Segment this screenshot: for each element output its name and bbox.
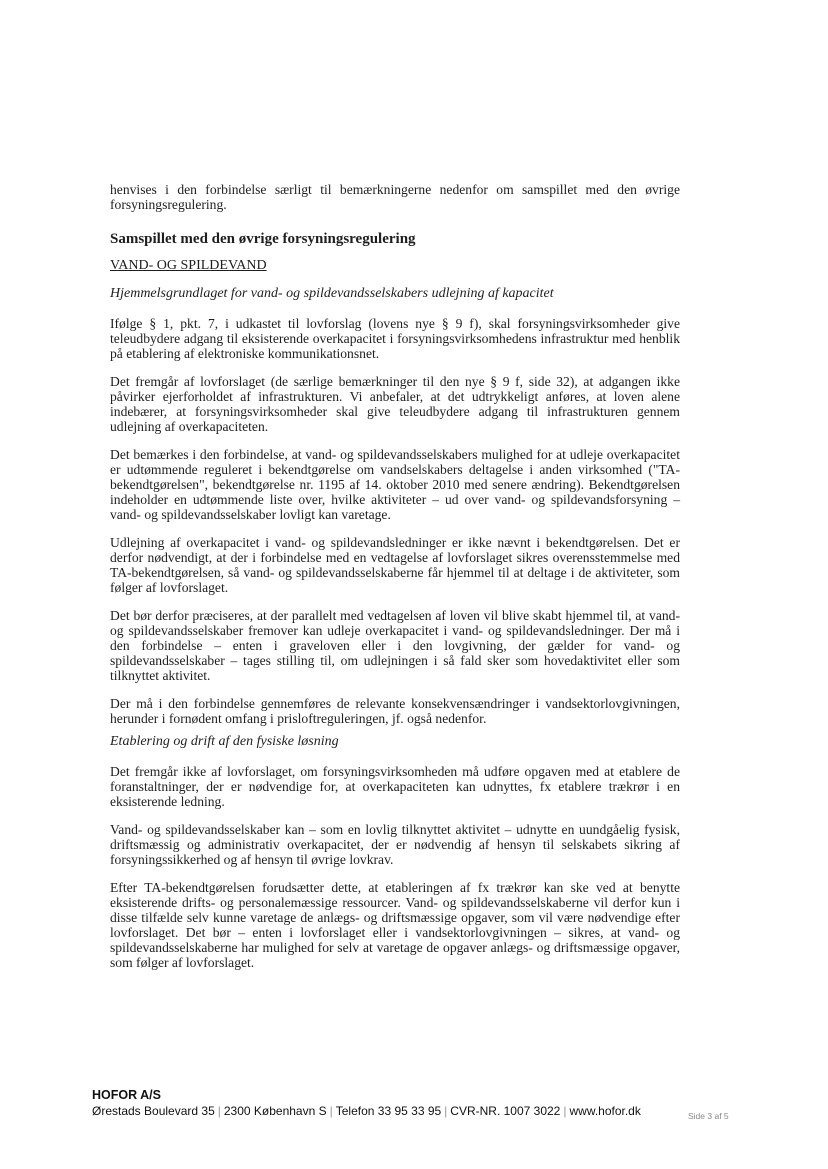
address: Ørestads Boulevard 35 (92, 1104, 215, 1118)
paragraph-3: Det bemærkes i den forbindelse, at vand- og spildevandsselskabers mulighed for at udleje overkapacitet er udtømmende reguleret i bekendtgørelse om vandselskabers deltagelse i anden virksomhed ("TA-bekendtgørelsen", bekendtgørelse nr. 1195 af 14. oktober 2010 med senere ændring). Bekendtgørelsen indeholder en udtømmende liste over, hvilke aktiviteter – ud over vand- og spildevandsforsyning – vand- og spildevandsselskaber lovligt kan varetage. (110, 447, 680, 522)
paragraph-8: Vand- og spildevandsselskaber kan – som en lovlig tilknyttet aktivitet – udnytte en uundgåelig fysisk, driftsmæssig og administrativ overkapacitet, der er nødvendig af hensyn til selskabets sikring af forsyningssikkerhed og af hensyn til øvrige lovkrav. (110, 822, 680, 867)
subheading-establishment: Etablering og drift af den fysiske løsning (110, 734, 339, 749)
paragraph-4: Udlejning af overkapacitet i vand- og spildevandsledninger er ikke nævnt i bekendtgørelsen. Det er derfor nødvendigt, at der i forbindelse med en vedtagelse af lovforslaget sikres overensstemmelse med TA-bekendtgørelsen, så vand- og spildevandsselskaberne får hjemmel til at deltage i de aktiviteter, som følger af lovforslaget. (110, 535, 680, 595)
section-heading: Samspillet med den øvrige forsyningsregulering (110, 231, 416, 247)
company-name: HOFOR A/S (92, 1088, 161, 1102)
paragraph-9: Efter TA-bekendtgørelsen forudsætter dette, at etableringen af fx trækrør kan ske ved at benytte eksisterende drifts- og personalemæssige ressourcer. Vand- og spildevandsselskaberne vil derfor kun i disse tilfælde selv kunne varetage de anlægs- og driftsmæssige opgaver, som vil være nødvendige efter lovforslaget. Det bør – enten i lovforslaget eller i vandsektorlovgivningen – sikres, at vand- og spildevandsselskaberne har mulighed for selv at varetage de opgaver anlægs- og driftsmæssige opgaver, som følger af lovforslaget. (110, 880, 680, 970)
page-number: Side 3 af 5 (688, 1111, 729, 1121)
city: 2300 København S (223, 1104, 327, 1118)
cvr-number: CVR-NR. 1007 3022 (450, 1104, 561, 1118)
subheading-legal-basis: Hjemmelsgrundlaget for vand- og spildevandsselskabers udlejning af kapacitet (110, 286, 554, 301)
paragraph-6: Der må i den forbindelse gennemføres de relevante konsekvensændringer i vandsektorlovgivningen, herunder i fornødent omfang i prisloftreguleringen, jf. også nedenfor. (110, 696, 680, 726)
document-body (110, 182, 680, 983)
phone: Telefon 33 95 33 95 (335, 1104, 442, 1118)
paragraph-2: Det fremgår af lovforslaget (de særlige bemærkninger til den nye § 9 f, side 32), at adgangen ikke påvirker ejerforholdet af infrastrukturen. Vi anbefaler, at det udtrykkeligt anføres, at loven alene indebærer, at forsyningsvirksomheder skal give teleudbydere adgang til infrastrukturen gennem udlejning af overkapaciteten. (110, 374, 680, 434)
contact-line: Ørestads Boulevard 35 | 2300 København S | Telefon 33 95 33 95 | CVR-NR. 1007 3022 | www.hofor.dk (92, 1104, 641, 1118)
paragraph-5: Det bør derfor præciseres, at der parallelt med vedtagelsen af loven vil blive skabt hjemmel til, at vand- og spildevandsselskaber fremover kan udleje overkapacitet i vand- og spildevandsledninger. Der må i den forbindelse – enten i graveloven eller i den lovgivning, der gælder for vand- og spildevandsselskaber – tages stilling til, om udlejningen i så fald sker som hovedaktivitet eller som tilknyttet aktivitet. (110, 608, 680, 683)
paragraph-1: Ifølge § 1, pkt. 7, i udkastet til lovforslag (lovens nye § 9 f), skal forsyningsvirksomheder give teleudbydere adgang til eksisterende overkapacitet i forsyningsvirksomhedens infrastruktur med henblik på etablering af elektroniske kommunikationsnet. (110, 316, 680, 361)
paragraph-7: Det fremgår ikke af lovforslaget, om forsyningsvirksomheden må udføre opgaven med at etablere de foranstaltninger, der er nødvendige for, at overkapaciteten kan udnyttes, fx etablere trækrør i en eksisterende ledning. (110, 764, 680, 809)
paragraph-intro-continuation: henvises i den forbindelse særligt til bemærkningerne nedenfor om samspillet med den øvrige forsyningsregulering. (110, 182, 680, 212)
website-link[interactable]: www.hofor.dk (569, 1104, 641, 1118)
section-title-water: VAND- OG SPILDEVAND (110, 258, 267, 273)
letterhead-footer (92, 1087, 641, 1119)
